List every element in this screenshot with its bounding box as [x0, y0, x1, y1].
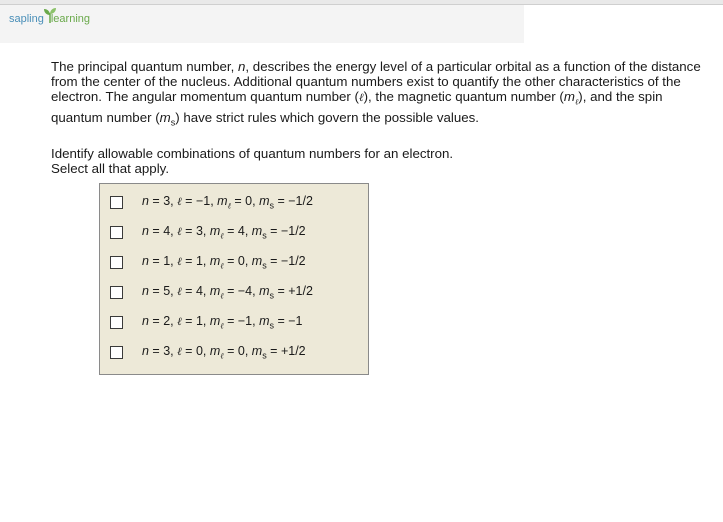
option-label: n = 5, ℓ = 4, $m_\ell = -4$, $m_s = +1/2$ — [142, 283, 313, 301]
sprout-icon — [42, 7, 58, 23]
sapling-logo — [9, 13, 90, 25]
option-checkbox[interactable] — [110, 316, 123, 329]
question-prompt — [51, 146, 711, 176]
option-label: n = 3, ℓ = 0, $m_\ell = 0$, $m_s = +1/2$ — [142, 343, 306, 361]
option-label: n = 3, ℓ = −1, $m_\ell = 0$, $m_s = -1/2$ — [142, 193, 313, 211]
prompt-line-1: Identify allowable combinations of quantum numbers for an electron. — [51, 146, 454, 162]
answer-option[interactable] — [110, 342, 306, 362]
question-paragraph: The principal quantum number, n, describes the energy level of a particular orbital as a function of the distance from the center of the nucleus. Additional quantum numbers exist to quantify the other characteristics of the electron. The angular momentum quantum number (ℓ), the magnetic quantum number $(m_\ell)$, and the spin quantum number $(m_s)$ have strict rules which govern the possible values. — [51, 59, 701, 128]
header-bar — [0, 5, 524, 43]
question-body — [51, 59, 711, 176]
option-label: n = 1, ℓ = 1, $m_\ell = 0$, $m_s = -1/2$ — [142, 253, 306, 271]
option-label: n = 4, ℓ = 3, $m_\ell = 4$, $m_s = -1/2$ — [142, 223, 306, 241]
answer-options-box — [99, 183, 369, 375]
answer-option[interactable] — [110, 312, 303, 332]
answer-option[interactable] — [110, 252, 306, 272]
answer-option[interactable] — [110, 222, 306, 242]
logo-text-learning: learning — [50, 13, 90, 25]
option-label: n = 2, ℓ = 1, $m_\ell = -1$, $m_s = -1$ — [142, 313, 303, 331]
logo-text-sapling: sapling — [9, 13, 44, 25]
option-checkbox[interactable] — [110, 286, 123, 299]
option-checkbox[interactable] — [110, 196, 123, 209]
answer-option[interactable] — [110, 192, 313, 212]
option-checkbox[interactable] — [110, 256, 123, 269]
option-checkbox[interactable] — [110, 226, 123, 239]
answer-option[interactable] — [110, 282, 313, 302]
option-checkbox[interactable] — [110, 346, 123, 359]
prompt-line-2: Select all that apply. — [51, 161, 170, 177]
